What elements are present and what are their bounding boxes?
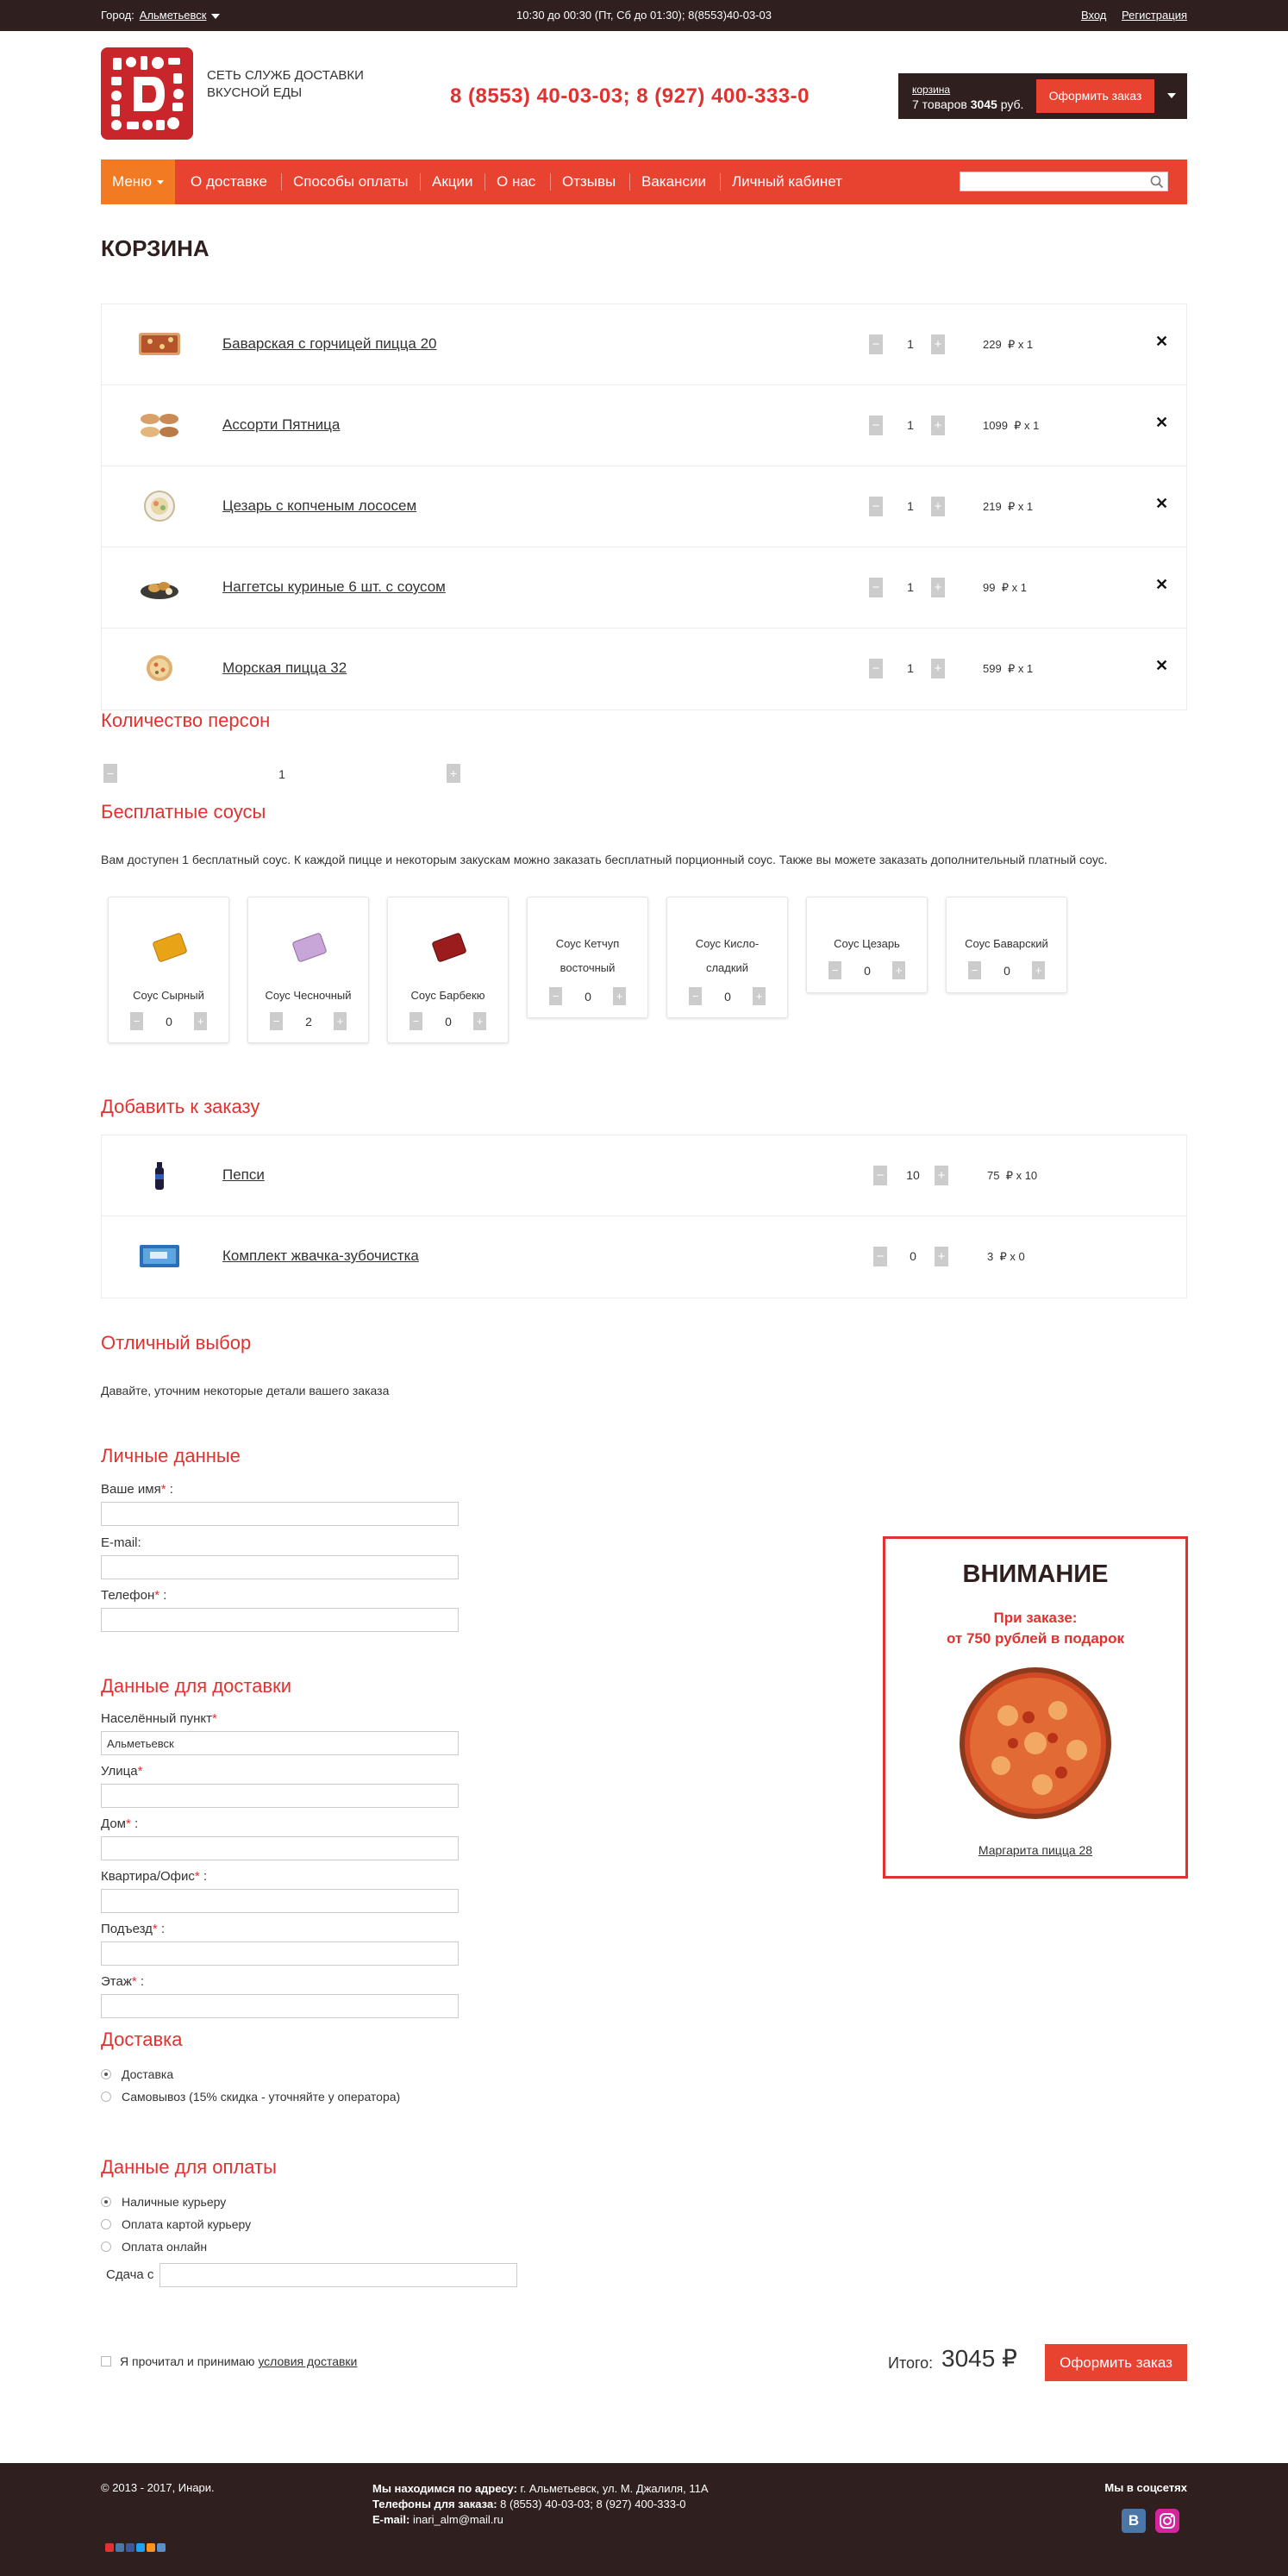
addon-qty[interactable]: 0 (910, 1249, 916, 1263)
nav-item-reviews[interactable]: Отзывы (562, 173, 616, 190)
remove-icon[interactable]: ✕ (1155, 576, 1169, 593)
cart-item-price: 229 ₽ x 1 (983, 338, 1034, 351)
decrease-button[interactable]: − (869, 578, 883, 597)
working-hours: 10:30 до 00:30 (Пт, Сб до 01:30); 8(8553)40-03-03 (516, 9, 772, 22)
floor-field[interactable] (101, 1994, 459, 2018)
increase-button[interactable]: + (473, 1012, 486, 1030)
increase-button[interactable]: + (931, 659, 945, 678)
nav-item-about[interactable]: О нас (497, 173, 536, 190)
share-icon (157, 2543, 166, 2552)
city-label: Населённый пункт* (101, 1711, 217, 1726)
logo[interactable] (101, 47, 193, 140)
addon-name[interactable]: Комплект жвачка-зубочистка (222, 1247, 419, 1264)
cart-currency: руб. (1000, 97, 1024, 111)
increase-button[interactable]: + (935, 1166, 948, 1185)
page-title: КОРЗИНА (101, 235, 209, 261)
cart-item-price: 219 ₽ x 1 (983, 500, 1034, 513)
decrease-button[interactable]: − (869, 335, 883, 354)
sauce-card (108, 897, 229, 1043)
increase-button[interactable]: + (1032, 961, 1045, 979)
search-box[interactable] (960, 172, 1168, 191)
change-field[interactable] (159, 2263, 517, 2287)
increase-button[interactable]: + (931, 416, 945, 435)
city-label: Город: (101, 9, 134, 22)
flat-label: Квартира/Офис* : (101, 1869, 208, 1884)
floor-label: Этаж* : (101, 1974, 145, 1989)
promo-line-1: При заказе: (993, 1610, 1078, 1626)
cart-item-name[interactable]: Морская пицца 32 (222, 660, 347, 676)
remove-icon[interactable]: ✕ (1155, 414, 1169, 431)
header-phones: 8 (8553) 40-03-03; 8 (927) 400-333-0 (450, 84, 810, 108)
city-field[interactable] (101, 1731, 459, 1755)
payment-option-online[interactable]: Оплата онлайн (101, 2240, 207, 2254)
increase-button[interactable]: + (931, 578, 945, 597)
sauce-qty[interactable]: 0 (166, 1015, 172, 1029)
sauce-card (946, 897, 1067, 993)
decrease-button[interactable]: − (869, 659, 883, 678)
delivery-option-courier[interactable]: Доставка (101, 2067, 173, 2081)
increase-button[interactable]: + (753, 987, 766, 1005)
personal-title: Личные данные (101, 1445, 241, 1466)
promo-line-2: от 750 рублей в подарок (946, 1630, 1125, 1647)
gum-thumb[interactable] (138, 1240, 181, 1272)
nav-item-vacancies[interactable]: Вакансии (641, 173, 706, 190)
bottle-thumb[interactable] (138, 1159, 181, 1191)
footer (0, 2463, 1288, 2576)
payment-title: Данные для оплаты (101, 2156, 277, 2178)
sauces-title: Бесплатные соусы (101, 801, 266, 822)
sauce-card (666, 897, 788, 1018)
addon-name[interactable]: Пепси (222, 1166, 265, 1183)
decrease-button[interactable]: − (103, 764, 117, 783)
assorti-thumb[interactable] (138, 409, 181, 441)
nav-item-account[interactable]: Личный кабинет (732, 173, 842, 190)
share-icon (126, 2543, 134, 2552)
cart-item-name[interactable]: Цезарь с копченым лососем (222, 497, 417, 514)
increase-button[interactable]: + (194, 1012, 207, 1030)
sauce-card (806, 897, 928, 993)
cart-item-qty[interactable]: 1 (907, 499, 914, 513)
copyright: © 2013 - 2017, Инари. (101, 2481, 215, 2494)
decrease-button[interactable]: − (869, 416, 883, 435)
chevron-down-icon[interactable] (1167, 93, 1176, 98)
phone-field[interactable] (101, 1608, 459, 1632)
increase-button[interactable]: + (935, 1247, 948, 1266)
total-label: Итого: (888, 2354, 934, 2372)
pizza-image[interactable] (956, 1664, 1115, 1823)
promo-box (883, 1536, 1188, 1879)
sauce-qty[interactable]: 2 (305, 1015, 312, 1029)
email-field[interactable] (101, 1555, 459, 1579)
increase-button[interactable]: + (931, 497, 945, 516)
login-link[interactable]: Вход (1080, 9, 1107, 22)
entrance-label: Подъезд* : (101, 1922, 166, 1936)
cart-item-name[interactable]: Баварская с горчицей пицца 20 (222, 335, 437, 352)
share-icon (105, 2543, 114, 2552)
cart-item-name[interactable]: Ассорти Пятница (222, 416, 341, 433)
cart-item-price: 1099 ₽ x 1 (983, 419, 1040, 432)
decrease-button[interactable]: − (270, 1012, 283, 1030)
social-label: Мы в соцсетях (1104, 2481, 1187, 2494)
cart-item-name[interactable]: Наггетсы куриные 6 шт. с соусом (222, 578, 446, 595)
pizza-thumb[interactable] (138, 652, 181, 685)
increase-button[interactable]: + (892, 961, 905, 979)
cart-sum: 3045 (970, 97, 997, 111)
top-bar (0, 0, 1288, 31)
payment-option-card[interactable]: Оплата картой курьеру (101, 2217, 251, 2231)
entrance-field[interactable] (101, 1941, 459, 1966)
persons-title: Количество персон (101, 710, 271, 731)
decrease-button[interactable]: − (130, 1012, 143, 1030)
increase-button[interactable]: + (931, 335, 945, 354)
site-tagline: СЕТЬ СЛУЖБ ДОСТАВКИ ВКУСНОЙ ЕДЫ (207, 68, 364, 100)
nav-item-payment[interactable]: Способы оплаты (293, 173, 409, 190)
sauce-name: Соус Чесночный (265, 989, 352, 1002)
change-label: Сдача с (106, 2267, 154, 2282)
nav-item-delivery[interactable]: О доставке (191, 173, 267, 190)
sauce-name: Соус Сырный (133, 989, 204, 1002)
increase-button[interactable]: + (334, 1012, 347, 1030)
cart-items-count: 7 товаров (912, 97, 967, 111)
decrease-button[interactable]: − (410, 1012, 422, 1030)
phone-label: Телефон* : (101, 1588, 167, 1603)
agree-checkbox[interactable] (101, 2356, 111, 2367)
cart-item-qty[interactable]: 1 (907, 337, 914, 351)
decrease-button[interactable]: − (869, 497, 883, 516)
vk-icon[interactable]: В (1122, 2509, 1146, 2533)
cart-item-qty[interactable]: 1 (907, 661, 914, 675)
cart-row (102, 304, 1186, 385)
agree-text: Я прочитал и принимаю (120, 2354, 255, 2368)
sauce-card (527, 897, 648, 1018)
share-icon (147, 2543, 155, 2552)
total-value: 3045 ₽ (941, 2345, 1017, 2372)
increase-button[interactable]: + (447, 764, 460, 783)
remove-icon[interactable]: ✕ (1155, 657, 1169, 674)
promo-subtitle (885, 1608, 1185, 1649)
nav-item-promos[interactable]: Акции (432, 173, 473, 190)
decrease-button[interactable]: − (968, 961, 981, 979)
radio-button[interactable] (101, 2197, 111, 2207)
delivery-title: Доставка (101, 2029, 183, 2050)
nav-menu-label: Меню (112, 173, 152, 190)
remove-icon[interactable]: ✕ (1155, 495, 1169, 512)
search-input[interactable] (960, 172, 1141, 191)
sauce-image (288, 932, 331, 963)
decrease-button[interactable]: − (873, 1247, 887, 1266)
cart-item-qty[interactable]: 1 (907, 418, 914, 432)
register-link[interactable]: Регистрация (1122, 9, 1187, 22)
cart-widget-summary (912, 97, 1023, 111)
decrease-button[interactable]: − (873, 1166, 887, 1185)
sauce-name: Соус Кисло-сладкий (695, 937, 760, 974)
cart-row (102, 466, 1186, 547)
cart-row (102, 385, 1186, 466)
pizza-slice-thumb[interactable] (138, 328, 181, 360)
radio-button[interactable] (101, 2241, 111, 2252)
cart-widget-title[interactable]: корзина (912, 84, 951, 96)
decrease-button[interactable]: − (549, 987, 562, 1005)
addon-qty[interactable]: 10 (906, 1168, 920, 1182)
cart-table (101, 303, 1187, 710)
instagram-icon[interactable] (1155, 2509, 1179, 2533)
choice-note: Давайте, уточним некоторые детали вашего заказа (101, 1384, 390, 1397)
increase-button[interactable]: + (613, 987, 626, 1005)
cart-item-price: 99 ₽ x 1 (983, 581, 1027, 594)
addon-row (102, 1216, 1186, 1297)
sauce-card (247, 897, 369, 1043)
sauce-qty[interactable]: 0 (1004, 964, 1010, 978)
delivery-terms-link[interactable]: условия доставки (258, 2354, 358, 2368)
cart-item-price: 599 ₽ x 1 (983, 662, 1034, 675)
search-icon[interactable] (1150, 175, 1164, 189)
promo-title: ВНИМАНИЕ (962, 1560, 1109, 1588)
sauce-card (387, 897, 509, 1043)
cart-widget[interactable] (898, 73, 1187, 119)
sauce-name: Соус Кетчуп восточный (555, 937, 620, 974)
share-icon (136, 2543, 145, 2552)
sauce-qty[interactable]: 0 (724, 990, 731, 1004)
header-checkout-button[interactable]: Оформить заказ (1036, 79, 1154, 113)
radio-button[interactable] (101, 2091, 111, 2102)
sauce-qty[interactable]: 0 (585, 990, 591, 1004)
chevron-down-icon[interactable] (157, 180, 164, 184)
street-label: Улица* (101, 1764, 143, 1779)
sauces-note: Вам доступен 1 бесплатный соус. К каждой пицце и некоторым закускам можно заказать бесплатный порционный соус. Также вы можете заказать дополнительный платный соус. (101, 853, 1108, 866)
main-nav (101, 159, 1187, 204)
sauce-image (148, 932, 191, 963)
share-icons[interactable] (105, 2542, 167, 2554)
name-label: Ваше имя* : (101, 1482, 173, 1497)
delivery-data-title: Данные для доставки (101, 1675, 292, 1697)
cart-row (102, 628, 1186, 710)
checkout-button[interactable]: Оформить заказ (1045, 2344, 1187, 2381)
agree-checkbox-row[interactable] (101, 2354, 357, 2368)
cart-item-qty[interactable]: 1 (907, 580, 914, 594)
promo-item-link[interactable]: Маргарита пицца 28 (978, 1843, 1093, 1857)
nav-item-menu[interactable] (101, 159, 175, 204)
payment-option-cash[interactable]: Наличные курьеру (101, 2195, 226, 2209)
sauce-image (428, 932, 471, 963)
sauce-qty[interactable]: 0 (864, 964, 871, 978)
decrease-button[interactable]: − (828, 961, 841, 979)
sauce-name: Соус Баварский (965, 937, 1048, 950)
persons-value[interactable]: 1 (278, 767, 285, 781)
house-field[interactable] (101, 1836, 459, 1860)
sauce-name: Соус Цезарь (834, 937, 900, 950)
radio-button[interactable] (101, 2069, 111, 2079)
share-icon (116, 2543, 124, 2552)
addon-price: 3 ₽ x 0 (987, 1250, 1025, 1263)
addon-row (102, 1135, 1186, 1216)
house-label: Дом* : (101, 1816, 139, 1831)
cart-row (102, 547, 1186, 628)
footer-contacts: Мы находимся по адресу: г. Альметьевск, ул. М. Джалиля, 11А Телефоны для заказа: 8 (8553) 40-03-03; 8 (927) 400-333-0 E-mail: inari_alm@mail.ru (372, 2482, 709, 2526)
nuggets-thumb[interactable] (138, 571, 181, 603)
flat-field[interactable] (101, 1889, 459, 1913)
decrease-button[interactable]: − (689, 987, 702, 1005)
sauce-qty[interactable]: 0 (445, 1015, 452, 1029)
delivery-option-pickup[interactable]: Самовывоз (15% скидка - уточняйте у оператора) (101, 2090, 400, 2104)
addons-table (101, 1135, 1187, 1298)
name-field[interactable] (101, 1502, 459, 1526)
addons-title: Добавить к заказу (101, 1096, 260, 1117)
sauce-name: Соус Барбекю (410, 989, 485, 1002)
radio-button[interactable] (101, 2219, 111, 2229)
city-name[interactable]: Альметьевск (139, 9, 207, 22)
email-label: E-mail: (101, 1535, 141, 1550)
persons-stepper[interactable] (103, 764, 460, 783)
remove-icon[interactable]: ✕ (1155, 333, 1169, 350)
street-field[interactable] (101, 1784, 459, 1808)
addon-price: 75 ₽ x 10 (987, 1169, 1038, 1182)
salad-thumb[interactable] (138, 490, 181, 522)
choice-title: Отличный выбор (101, 1332, 252, 1354)
